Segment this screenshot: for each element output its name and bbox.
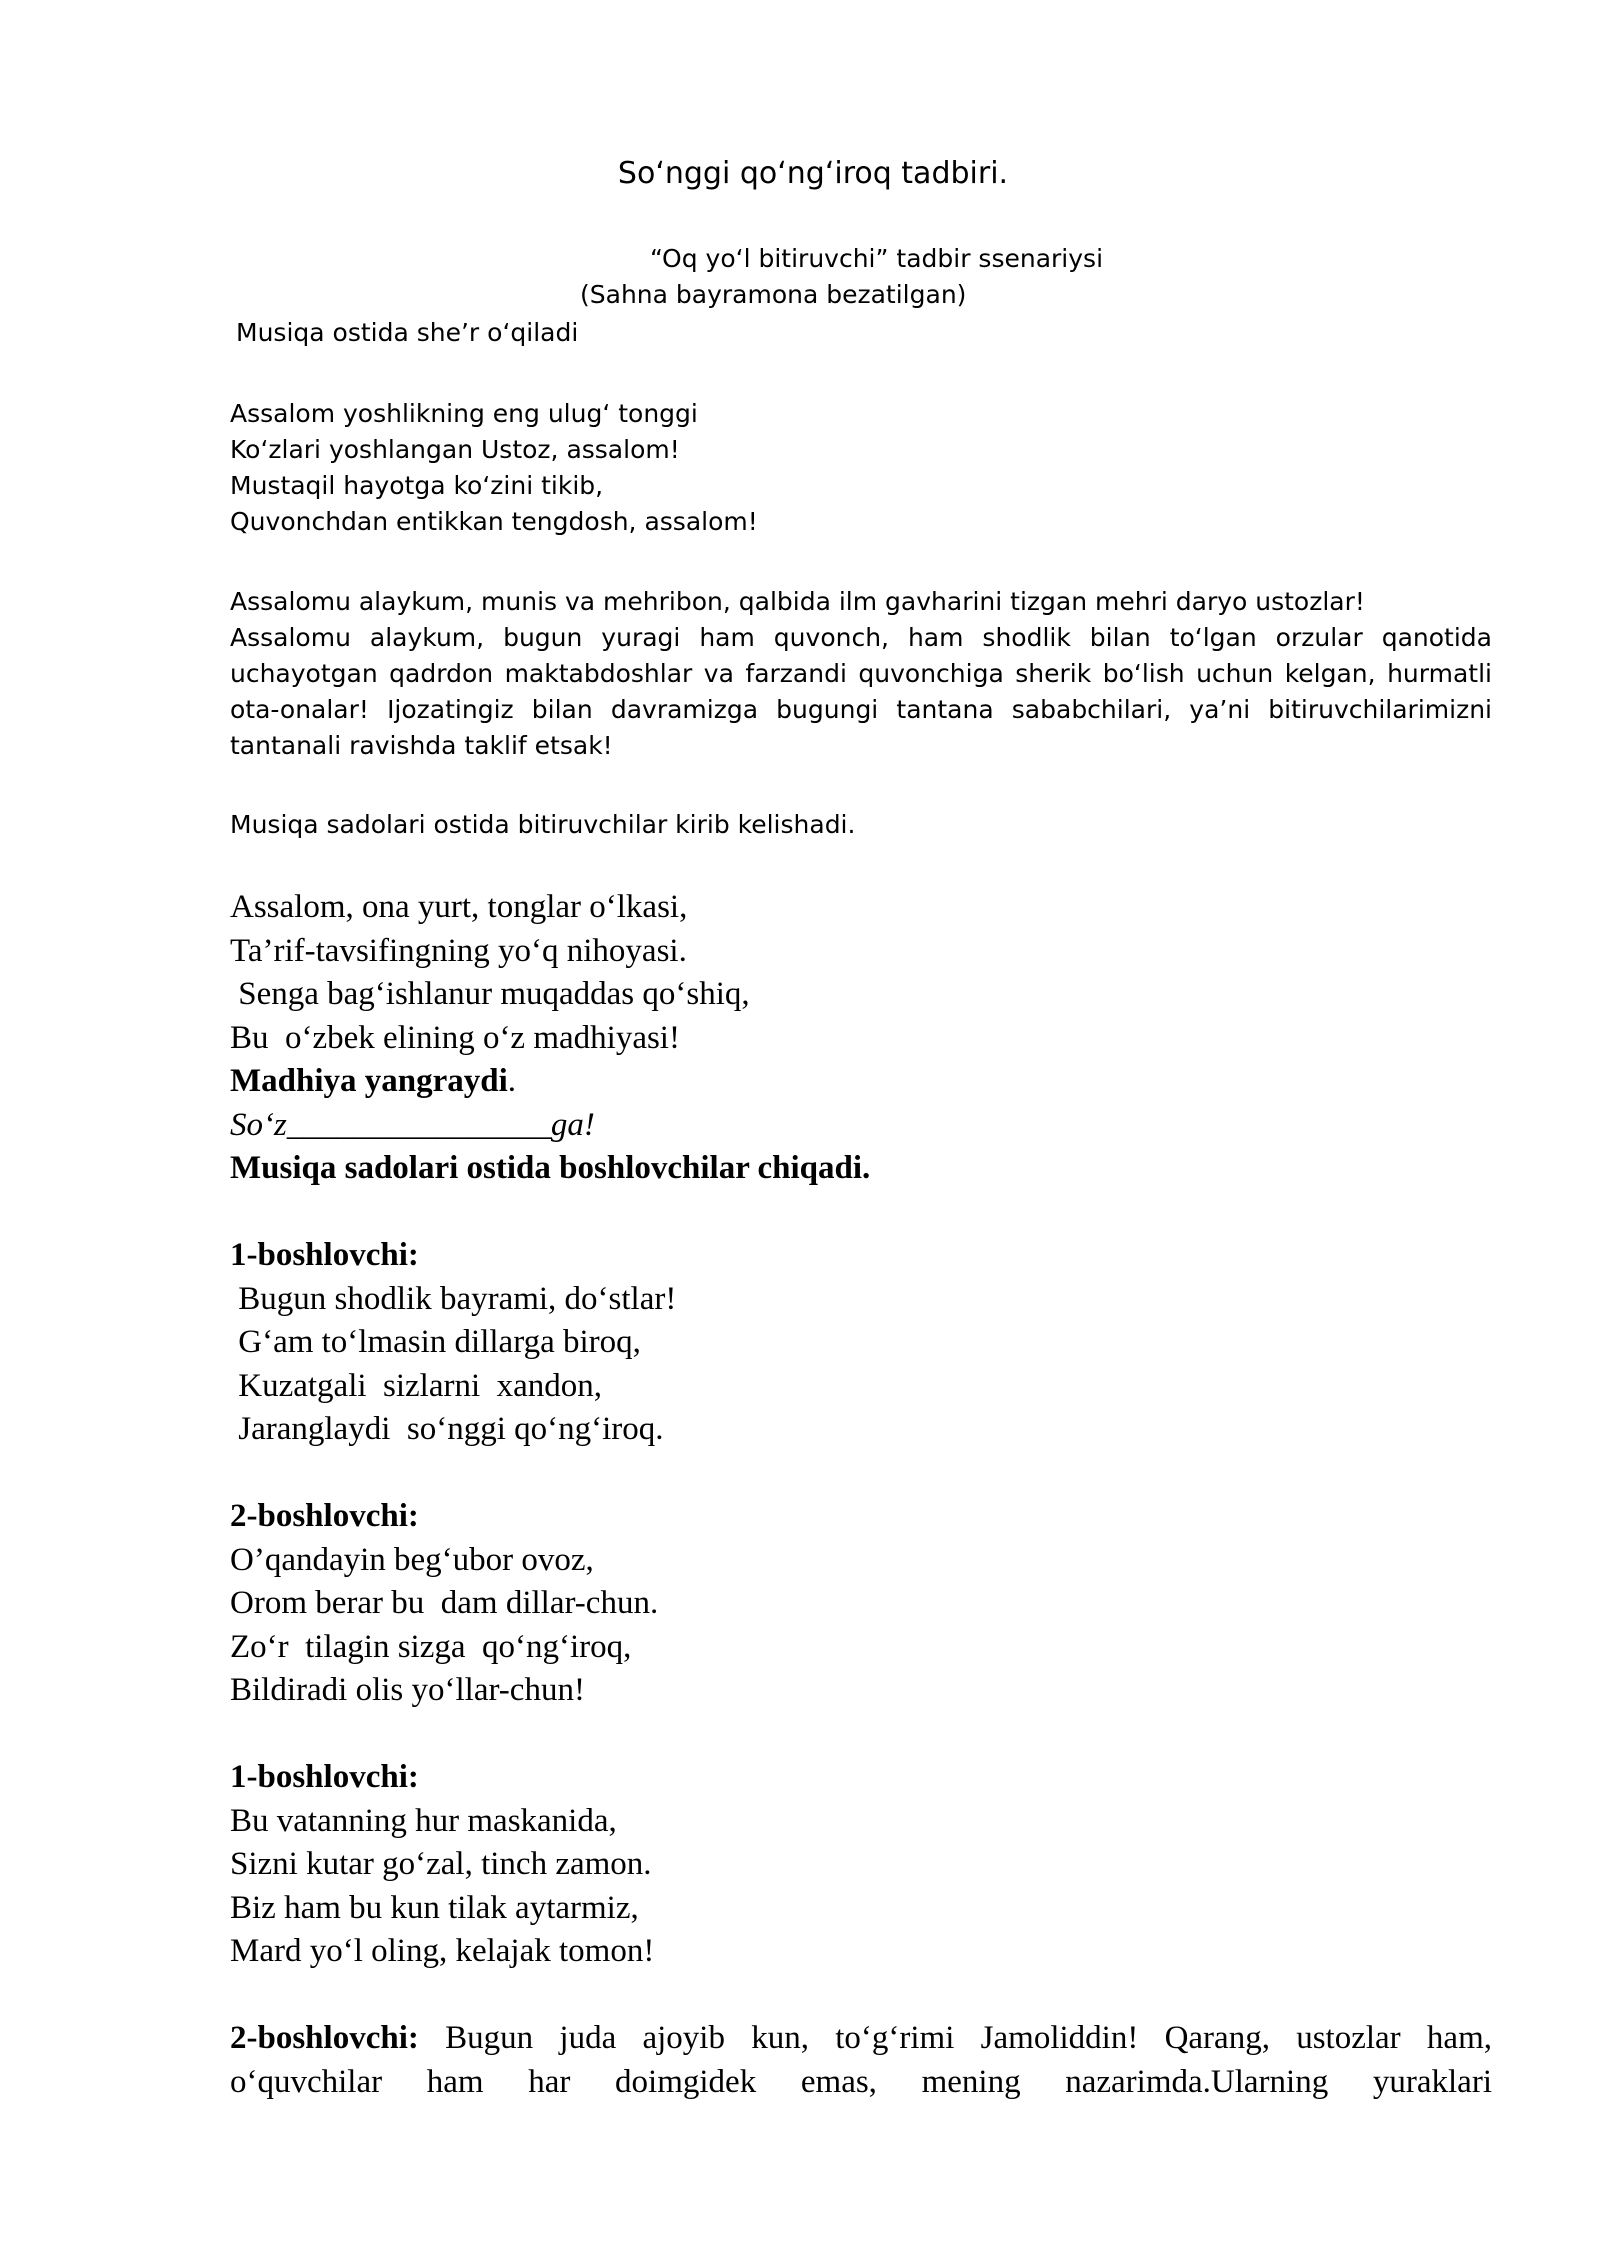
stanza3-line: Sizni kutar go‘zal, tinch zamon. bbox=[230, 1846, 652, 1882]
word-to-blank: ________________ bbox=[286, 1106, 551, 1143]
stage-note: (Sahna bayramona bezatilgan) bbox=[580, 280, 967, 309]
stanza3-speaker: 1-boshlovchi: bbox=[230, 1759, 419, 1795]
stanza3-line: Bu vatanning hur maskanida, bbox=[230, 1802, 617, 1839]
stanza3-line: Biz ham bu kun tilak aytarmiz, bbox=[230, 1889, 639, 1926]
stanza1-line: G‘am to‘lmasin dillarga biroq, bbox=[230, 1324, 641, 1360]
greeting-paragraph bbox=[230, 584, 1492, 764]
anthem-line: Bu o‘zbek elining o‘z madhiyasi! bbox=[230, 1019, 680, 1056]
scenario-subtitle: “Oq yo‘l bitiruvchi” tadbir ssenariysi bbox=[650, 244, 1104, 273]
graduates-enter-note: Musiqa sadolari ostida bitiruvchilar kirib kelishadi. bbox=[230, 810, 856, 839]
word-to-line bbox=[230, 1104, 1492, 1148]
anthem-section bbox=[230, 886, 1492, 2104]
anthem-line: Assalom, ona yurt, tonglar o‘lkasi, bbox=[230, 889, 688, 925]
stanza1-line: Bugun shodlik bayrami, do‘stlar! bbox=[230, 1280, 677, 1317]
stanza1-speaker: 1-boshlovchi: bbox=[230, 1237, 419, 1273]
stanza2-line: O’qandayin beg‘ubor ovoz, bbox=[230, 1541, 594, 1578]
word-to-suffix: ga! bbox=[550, 1106, 595, 1143]
stanza2-line: Orom berar bu dam dillar-chun. bbox=[230, 1585, 659, 1621]
poem-line: Quvonchdan entikkan tengdosh, assalom! bbox=[230, 507, 758, 536]
greeting-paragraph-line: Assalomu alaykum, munis va mehribon, qalbida ilm gavharini tizgan mehri daryo ustozlar! bbox=[230, 587, 1365, 616]
hosts-enter-note: Musiqa sadolari ostida boshlovchilar chiqadi. bbox=[230, 1150, 871, 1186]
anthem-line: Senga bag‘ishlanur muqaddas qo‘shiq, bbox=[230, 976, 750, 1012]
dialogue-line bbox=[230, 2017, 1492, 2061]
anthem-line: Ta’rif-tavsifingning yo‘q nihoyasi. bbox=[230, 932, 687, 969]
intro-note: Musiqa ostida she’r o‘qiladi bbox=[236, 318, 579, 347]
poem-line: Assalom yoshlikning eng ulug‘ tonggi bbox=[230, 399, 698, 428]
poem-line: Ko‘zlari yoshlangan Ustoz, assalom! bbox=[230, 435, 680, 464]
stanza1-line: Jaranglaydi so‘nggi qo‘ng‘iroq. bbox=[230, 1411, 664, 1447]
stanza2-speaker: 2-boshlovchi: bbox=[230, 1498, 419, 1534]
document-title: So‘nggi qo‘ng‘iroq tadbiri. bbox=[617, 156, 1009, 191]
anthem-plays-text: Madhiya yangraydi bbox=[230, 1063, 508, 1099]
stanza2-line: Bildiradi olis yo‘llar-chun! bbox=[230, 1672, 585, 1708]
anthem-plays-period: . bbox=[507, 1063, 517, 1099]
dialogue-speaker: 2-boshlovchi: bbox=[230, 2020, 419, 2056]
dialogue-text: Bugun juda ajoyib kun, to‘g‘rimi Jamoliddin! Qarang, ustozlar ham, bbox=[418, 2020, 1492, 2056]
stanza2-line: Zo‘r tilagin sizga qo‘ng‘iroq, bbox=[230, 1628, 632, 1665]
poem-line: Mustaqil hayotga ko‘zini tikib, bbox=[230, 471, 604, 500]
greeting-paragraph-line: Assalomu alaykum, bugun yuragi ham quvonch, ham shodlik bilan to‘lgan orzular qanotida uchayotgan qadrdon maktabdoshlar va farzandi quvonchiga sherik bo‘lish uchun kelgan, hurmatli ota-onalar! Ijozatingiz bilan davramizga bugungi tantana sababchilari, ya’ni bitiruvchilarimizni tantanali ravishda taklif etsak! bbox=[230, 623, 1492, 760]
anthem-plays bbox=[230, 1060, 1492, 1104]
stanza3-line: Mard yo‘l oling, kelajak tomon! bbox=[230, 1933, 655, 1969]
stanza1-line: Kuzatgali sizlarni xandon, bbox=[230, 1367, 603, 1404]
greeting-poem bbox=[230, 396, 758, 540]
dialogue-line-2: o‘quvchilar ham har doimgidek emas, mening nazarimda.Ularning yuraklari bbox=[230, 2063, 1492, 2100]
word-to-prefix: So‘z bbox=[230, 1106, 287, 1143]
